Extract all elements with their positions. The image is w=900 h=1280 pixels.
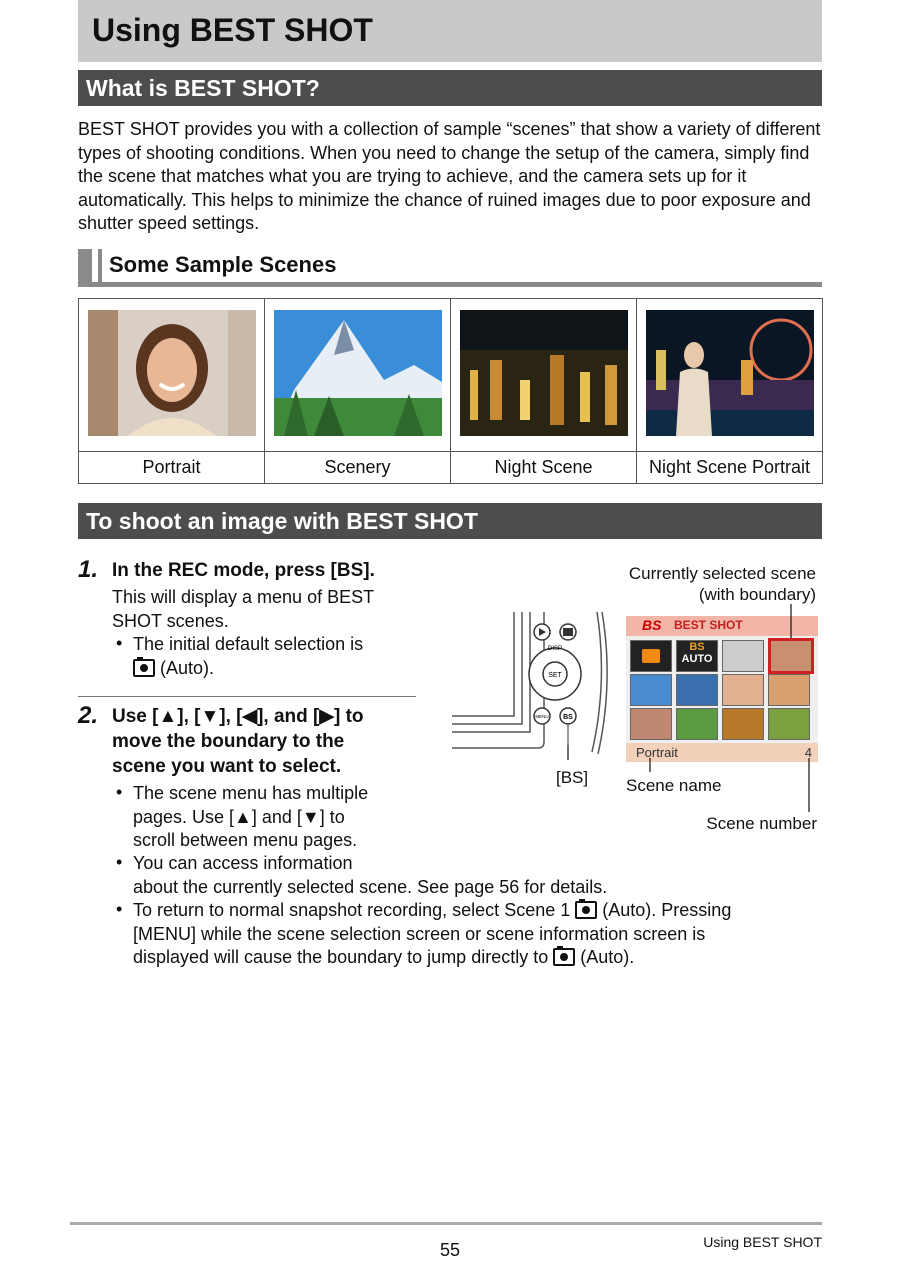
portrait-photo [88, 310, 256, 436]
step-2-title-line: move the boundary to the [112, 731, 345, 752]
scene-label: Scenery [265, 452, 451, 484]
callout-text: (with boundary) [698, 585, 816, 604]
page-title-bar [78, 0, 822, 62]
step-2-title-line: Use [▲], [▼], [◀], and [▶] to [112, 706, 364, 727]
callout-bs: [BS] [556, 768, 589, 787]
callout-text: Currently selected scene [628, 564, 816, 583]
subheading-bar [78, 249, 92, 283]
lcd-title: BEST SHOT [674, 618, 743, 632]
running-title: Using BEST SHOT [703, 1234, 822, 1250]
step-2-bullet-3 [133, 899, 823, 970]
section-heading-what-is [78, 70, 822, 106]
section-heading-text: What is BEST SHOT? [86, 75, 320, 101]
scene-image-cell [265, 299, 451, 452]
night-scene-portrait-photo [646, 310, 814, 436]
callout-scene-number: Scene number [706, 814, 817, 833]
thumb-bs-text: BS [689, 641, 705, 653]
disp-label: DISP [547, 646, 563, 652]
callout-scene-name: Scene name [626, 776, 722, 795]
scene-label: Night Scene Portrait [637, 452, 823, 484]
auto-camera-icon [133, 659, 155, 677]
bullet-line [133, 899, 823, 923]
bullet-dot: • [116, 633, 123, 653]
bullet-text: displayed will cause the boundary to jump directly to [133, 947, 549, 967]
scene-label: Portrait [79, 452, 265, 484]
bullet-text: (Auto). [580, 947, 635, 967]
subheading-text: Some Sample Scenes [109, 252, 337, 277]
bullet-line: [MENU] while the scene selection screen or scene information screen is [133, 923, 706, 944]
bullet-line: The scene menu has multiple [133, 783, 369, 803]
bullet-line: scroll between menu pages. [133, 830, 358, 850]
callout-selected-scene [560, 563, 816, 605]
lcd-bs-logo: BS [642, 617, 662, 633]
scene-image-cell [451, 299, 637, 452]
bullet-line [133, 946, 823, 970]
lcd-scene-name: Portrait [636, 745, 678, 760]
menu-button-label: MENU [535, 714, 549, 719]
bs-button-label: BS [563, 714, 573, 721]
step-1-body: This will display a menu of BEST SHOT scenes. [112, 587, 374, 631]
step-2-title [112, 704, 364, 779]
auto-camera-icon [575, 901, 597, 919]
step-1-number: 1. [78, 556, 99, 583]
bullet-line: about the currently selected scene. See page 56 for details. [133, 876, 608, 897]
step-2-number: 2. [78, 702, 99, 729]
step-divider [78, 696, 416, 697]
scene-label: Night Scene [451, 452, 637, 484]
bullet-line: You can access information [133, 853, 353, 873]
subheading-sample-scenes [78, 249, 822, 287]
step-2-title-line: scene you want to select. [112, 756, 342, 777]
section-heading-text: To shoot an image with BEST SHOT [86, 508, 478, 534]
auto-camera-icon [553, 948, 575, 966]
lcd-scene-number: 4 [804, 745, 812, 760]
step-1-bullet [133, 633, 413, 680]
bullet-dot: • [116, 899, 123, 919]
bullet-text: (Auto). Pressing [602, 900, 732, 920]
scene-image-cell [637, 299, 823, 452]
bullet-line: pages. Use [▲] and [▼] to [133, 806, 345, 827]
bullet-dot: • [116, 852, 123, 872]
intro-paragraph: BEST SHOT provides you with a collection of sample “scenes” that show a variety of different types of shooting conditions. When you need to change the setup of the camera, simply find the scene that matches what you are trying to achieve, and the camera sets up for it automatically. This helps to minimize the chance of ruined images due to poor exposure and shutter speed settings. [78, 119, 821, 233]
subheading-rule [78, 282, 822, 287]
scene-image-cell [79, 299, 265, 452]
footer-rule [70, 1222, 822, 1225]
night-scene-photo [460, 310, 628, 436]
subheading-bar-thin [98, 249, 102, 283]
bullet-text: (Auto). [160, 657, 215, 678]
sample-scenes-table [78, 298, 823, 484]
page-number: 55 [439, 1240, 461, 1260]
section-heading-to-shoot [78, 503, 822, 539]
scenery-photo [274, 310, 442, 436]
bullet-dot: • [116, 782, 123, 802]
page-title: Using BEST SHOT [92, 12, 373, 48]
step-2-bullet-2 [133, 852, 607, 899]
bullet-text: To return to normal snapshot recording, select Scene 1 [133, 900, 571, 920]
step-1-title: In the REC mode, press [BS]. [112, 560, 375, 581]
set-button-label: SET [548, 672, 562, 679]
bullet-text: The initial default selection is [133, 634, 364, 654]
step-2-bullet-1 [133, 782, 368, 853]
thumb-auto-text: AUTO [681, 653, 713, 665]
